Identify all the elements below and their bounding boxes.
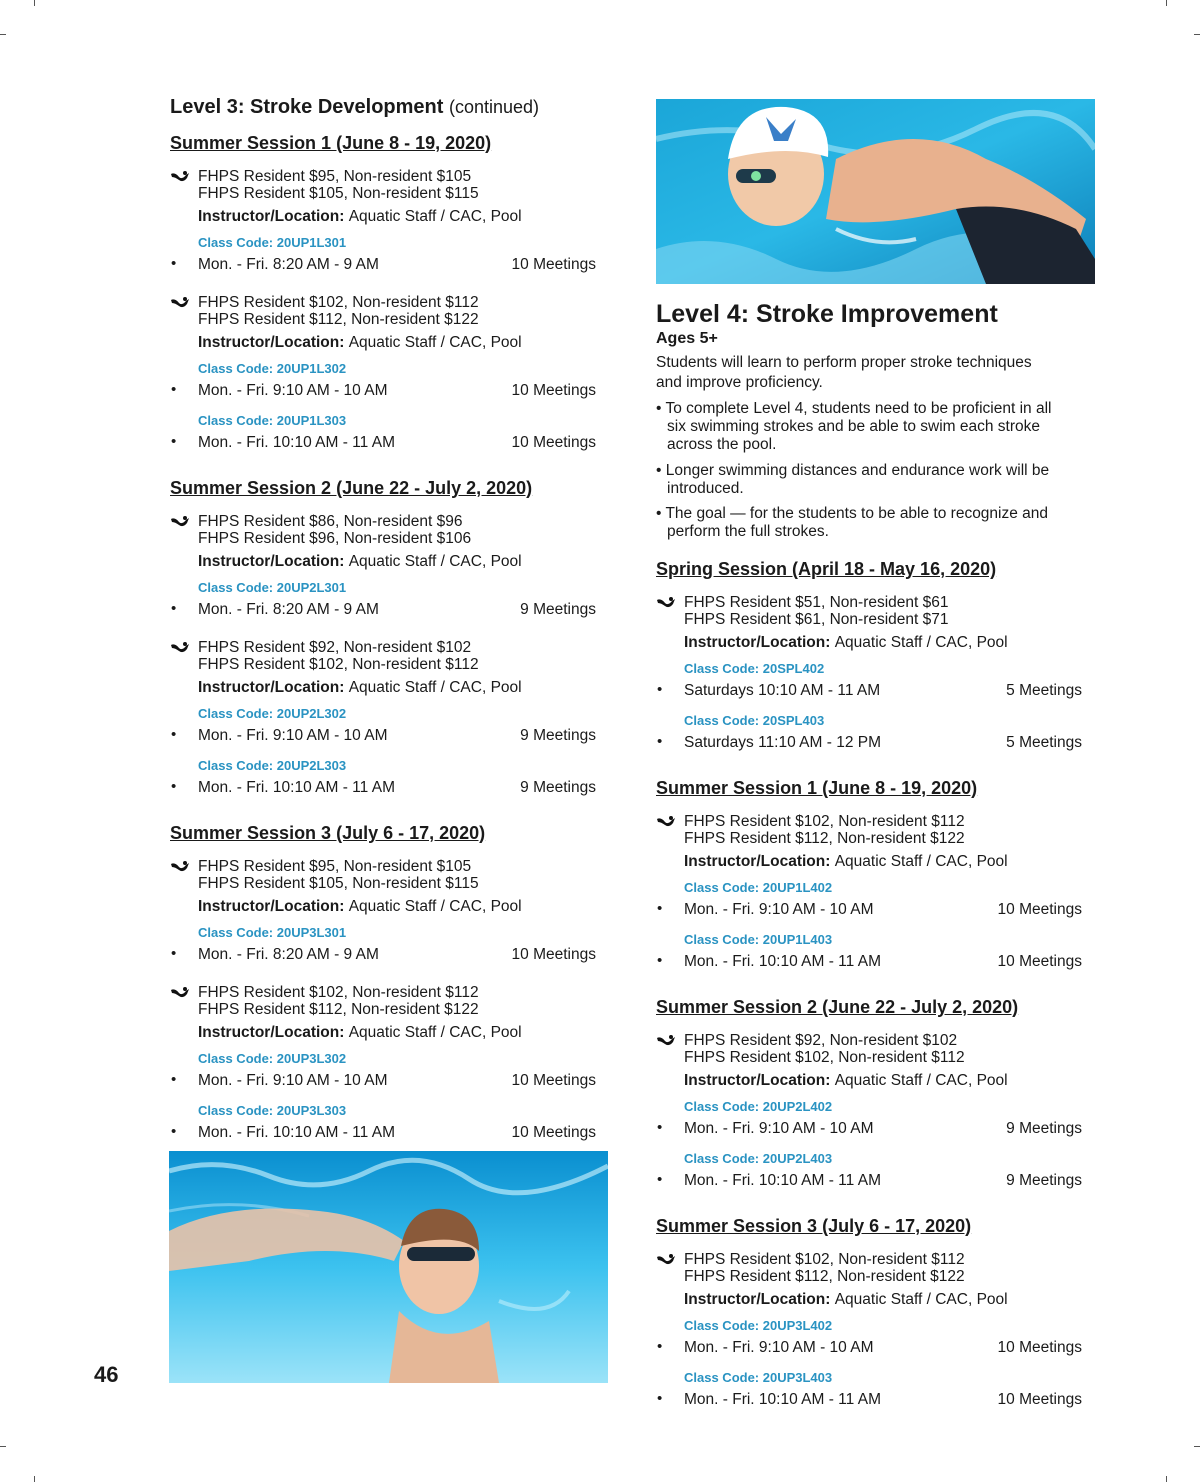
bullet-text: • To complete Level 4, students need to be proficient in all [656,400,1052,417]
session-title: Spring Session (April 18 - May 16, 2020) [656,559,997,579]
fee-line: FHPS Resident $112, Non-resident $122 [684,1268,965,1285]
bullet-dot: • [657,952,663,969]
fee-line: FHPS Resident $96, Non-resident $106 [198,530,472,547]
swimmer-icon [656,596,676,610]
swimmer-icon [656,1253,676,1267]
class-time: Mon. - Fri. 10:10 AM - 11 AM [198,434,395,451]
instructor-value: Aquatic Staff / CAC, Pool [348,1024,522,1041]
fee-line: FHPS Resident $51, Non-resident $61 [684,594,949,611]
meeting-count: 5 Meetings [1006,682,1082,699]
fee-line: FHPS Resident $112, Non-resident $122 [684,830,965,847]
bullet-dot: • [657,1338,663,1355]
crop-mark [34,1476,35,1482]
meeting-count: 9 Meetings [520,727,596,744]
class-time: Mon. - Fri. 8:20 AM - 9 AM [198,601,379,618]
crop-mark [1166,1476,1167,1482]
class-time: Saturdays 11:10 AM - 12 PM [684,734,882,751]
page-number: 46 [94,1362,119,1387]
instructor-label: Instructor/Location: [684,1291,835,1308]
crop-mark [1166,0,1167,6]
fee-line: FHPS Resident $102, Non-resident $112 [198,294,479,311]
fee-line: FHPS Resident $92, Non-resident $102 [684,1032,958,1049]
class-time: Mon. - Fri. 8:20 AM - 9 AM [198,946,379,963]
class-code: Class Code: 20UP3L301 [198,925,347,940]
bullet-dot: • [171,726,177,743]
bullet-text: • Longer swimming distances and endurance work will be [656,462,1050,479]
class-time: Mon. - Fri. 10:10 AM - 11 AM [198,1124,395,1141]
meeting-count: 10 Meetings [997,1391,1082,1408]
instructor-location [198,898,522,915]
level4-intro [656,353,1086,393]
instructor-label: Instructor/Location: [198,1024,349,1041]
instructor-value: Aquatic Staff / CAC, Pool [834,1291,1008,1308]
bullet-text: introduced. [667,480,744,497]
instructor-location [684,853,1008,870]
meeting-count: 10 Meetings [511,382,596,399]
bullet-dot: • [657,1171,663,1188]
class-code: Class Code: 20UP3L302 [198,1051,347,1066]
meeting-count: 9 Meetings [520,779,596,796]
meeting-count: 10 Meetings [511,256,596,273]
class-code: Class Code: 20UP1L303 [198,413,347,428]
bullet-dot: • [171,1071,177,1088]
instructor-label: Instructor/Location: [198,208,349,225]
meeting-count: 9 Meetings [520,601,596,618]
meeting-count: 10 Meetings [511,434,596,451]
session-title: Summer Session 1 (June 8 - 19, 2020) [170,133,492,153]
instructor-label: Instructor/Location: [198,679,349,696]
class-time: Mon. - Fri. 9:10 AM - 10 AM [684,901,874,918]
class-code: Class Code: 20UP2L303 [198,758,347,773]
session-title: Summer Session 2 (June 22 - July 2, 2020) [656,997,1019,1017]
class-time: Mon. - Fri. 9:10 AM - 10 AM [684,1339,874,1356]
meeting-count: 10 Meetings [511,946,596,963]
swimmer-icon [170,296,190,310]
fee-line: FHPS Resident $105, Non-resident $115 [198,185,479,202]
bullet-dot: • [171,381,177,398]
class-time: Mon. - Fri. 8:20 AM - 9 AM [198,256,379,273]
bullet-dot: • [171,945,177,962]
level4-bullet [656,505,1096,541]
class-time: Mon. - Fri. 9:10 AM - 10 AM [198,1072,388,1089]
instructor-label: Instructor/Location: [198,334,349,351]
instructor-value: Aquatic Staff / CAC, Pool [834,1072,1008,1089]
swimmer-icon [170,986,190,1000]
fee-line: FHPS Resident $105, Non-resident $115 [198,875,479,892]
meeting-count: 9 Meetings [1006,1120,1082,1137]
instructor-location [198,679,522,696]
meeting-count: 5 Meetings [1006,734,1082,751]
instructor-location [684,634,1008,651]
instructor-label: Instructor/Location: [684,853,835,870]
instructor-label: Instructor/Location: [684,634,835,651]
instructor-value: Aquatic Staff / CAC, Pool [348,334,522,351]
meeting-count: 10 Meetings [997,901,1082,918]
class-code: Class Code: 20UP2L403 [684,1151,833,1166]
crop-mark [0,34,6,35]
bullet-text: perform the full strokes. [667,523,829,540]
class-time: Mon. - Fri. 9:10 AM - 10 AM [198,727,388,744]
intro-line: and improve proficiency. [656,374,823,391]
bullet-dot: • [171,600,177,617]
bullet-text: across the pool. [667,436,777,453]
level4-bullet [656,400,1096,454]
session-title: Summer Session 3 (July 6 - 17, 2020) [170,823,486,843]
class-code: Class Code: 20SPL403 [684,713,825,728]
class-code: Class Code: 20UP3L402 [684,1318,833,1333]
instructor-value: Aquatic Staff / CAC, Pool [348,553,522,570]
bullet-dot: • [657,681,663,698]
class-time: Mon. - Fri. 9:10 AM - 10 AM [198,382,388,399]
instructor-value: Aquatic Staff / CAC, Pool [348,898,522,915]
fee-line: FHPS Resident $112, Non-resident $122 [198,311,479,328]
fee-line: FHPS Resident $102, Non-resident $112 [684,1251,965,1268]
instructor-location [684,1072,1008,1089]
level3-heading [170,96,539,119]
fee-line: FHPS Resident $102, Non-resident $112 [198,656,479,673]
class-time: Mon. - Fri. 10:10 AM - 11 AM [684,1391,881,1408]
class-time: Mon. - Fri. 10:10 AM - 11 AM [684,1172,881,1189]
bullet-dot: • [171,433,177,450]
swimmer-butterfly-photo [656,99,1095,284]
class-time: Mon. - Fri. 10:10 AM - 11 AM [684,953,881,970]
instructor-location [198,1024,522,1041]
class-code: Class Code: 20UP2L301 [198,580,347,595]
instructor-location [198,334,522,351]
instructor-location [684,1291,1008,1308]
crop-mark [34,0,35,6]
meeting-count: 10 Meetings [997,953,1082,970]
session-title: Summer Session 3 (July 6 - 17, 2020) [656,1216,972,1236]
bullet-dot: • [657,900,663,917]
bullet-text: • The goal — for the students to be able to recognize and [656,505,1049,522]
instructor-location [198,208,522,225]
class-time: Saturdays 10:10 AM - 11 AM [684,682,881,699]
instructor-location [198,553,522,570]
class-code: Class Code: 20UP1L301 [198,235,347,250]
bullet-dot: • [657,1119,663,1136]
class-code: Class Code: 20UP1L402 [684,880,833,895]
swimmer-icon [656,815,676,829]
instructor-label: Instructor/Location: [198,898,349,915]
instructor-value: Aquatic Staff / CAC, Pool [834,634,1008,651]
class-code: Class Code: 20UP2L302 [198,706,347,721]
fee-line: FHPS Resident $92, Non-resident $102 [198,639,472,656]
level4-ages: Ages 5+ [656,330,718,347]
fee-line: FHPS Resident $86, Non-resident $96 [198,513,463,530]
crop-mark [1194,34,1200,35]
intro-line: Students will learn to perform proper stroke techniques [656,354,1032,371]
class-code: Class Code: 20UP1L302 [198,361,347,376]
fee-line: FHPS Resident $95, Non-resident $105 [198,858,472,875]
class-time: Mon. - Fri. 9:10 AM - 10 AM [684,1120,874,1137]
class-code: Class Code: 20SPL402 [684,661,825,676]
continued-label: (continued) [449,97,540,117]
meeting-count: 10 Meetings [511,1124,596,1141]
class-time: Mon. - Fri. 10:10 AM - 11 AM [198,779,395,796]
swimmer-icon [656,1034,676,1048]
meeting-count: 9 Meetings [1006,1172,1082,1189]
bullet-text: six swimming strokes and be able to swim each stroke [667,418,1041,435]
level3-title: Level 3: Stroke Development [170,96,444,118]
meeting-count: 10 Meetings [997,1339,1082,1356]
session-title: Summer Session 2 (June 22 - July 2, 2020) [170,478,533,498]
crop-mark [1194,1446,1200,1447]
swimmer-icon [170,170,190,184]
bullet-dot: • [171,1123,177,1140]
meeting-count: 10 Meetings [511,1072,596,1089]
fee-line: FHPS Resident $112, Non-resident $122 [198,1001,479,1018]
crop-mark [0,1446,6,1447]
instructor-value: Aquatic Staff / CAC, Pool [834,853,1008,870]
fee-line: FHPS Resident $102, Non-resident $112 [198,984,479,1001]
class-code: Class Code: 20UP2L402 [684,1099,833,1114]
swimmer-icon [170,641,190,655]
bullet-dot: • [171,778,177,795]
swimmer-icon [170,515,190,529]
session-title: Summer Session 1 (June 8 - 19, 2020) [656,778,978,798]
bullet-dot: • [657,1390,663,1407]
level4-title: Level 4: Stroke Improvement [656,300,998,328]
class-code: Class Code: 20UP3L403 [684,1370,833,1385]
fee-line: FHPS Resident $102, Non-resident $112 [684,1049,965,1066]
fee-line: FHPS Resident $102, Non-resident $112 [684,813,965,830]
swimmer-icon [170,860,190,874]
class-code: Class Code: 20UP1L403 [684,932,833,947]
level4-bullet [656,462,1096,498]
instructor-label: Instructor/Location: [198,553,349,570]
instructor-value: Aquatic Staff / CAC, Pool [348,208,522,225]
fee-line: FHPS Resident $95, Non-resident $105 [198,168,472,185]
bullet-dot: • [657,733,663,750]
bullet-dot: • [171,255,177,272]
instructor-value: Aquatic Staff / CAC, Pool [348,679,522,696]
underwater-swimmer-photo [169,1151,608,1383]
class-code: Class Code: 20UP3L303 [198,1103,347,1118]
fee-line: FHPS Resident $61, Non-resident $71 [684,611,949,628]
instructor-label: Instructor/Location: [684,1072,835,1089]
